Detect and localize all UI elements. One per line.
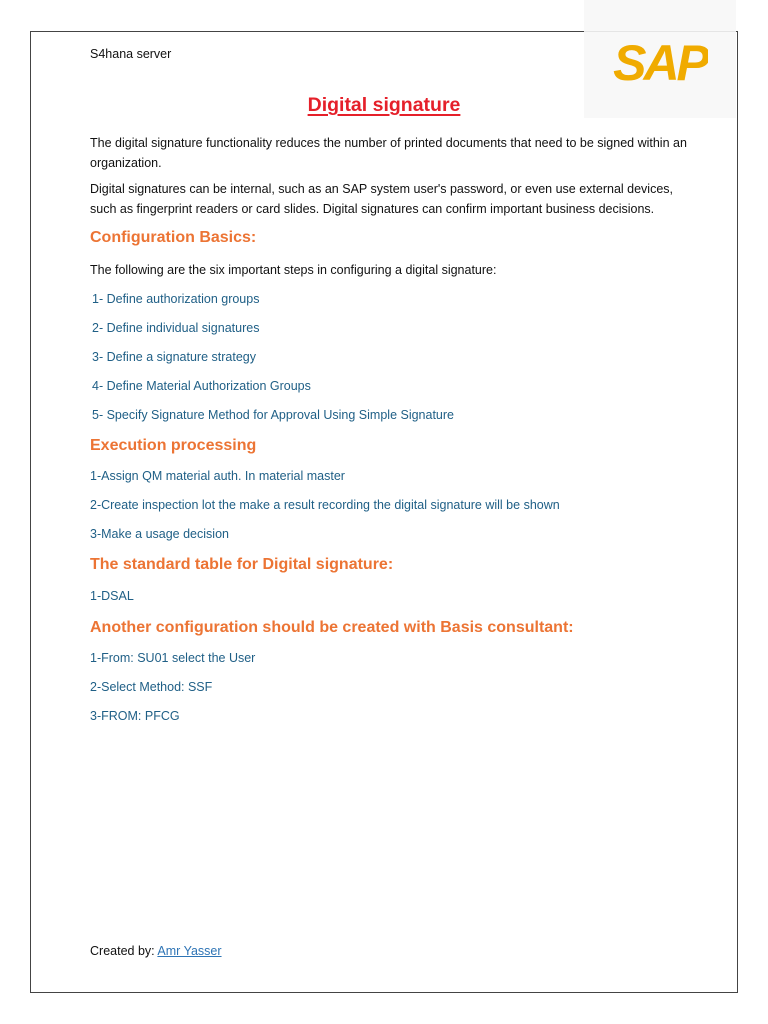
basis-config-item: 3-FROM: PFCG bbox=[90, 708, 180, 723]
config-step: 5- Specify Signature Method for Approval Using Simple Signature bbox=[92, 407, 454, 422]
config-step: 4- Define Material Authorization Groups bbox=[92, 378, 311, 393]
standard-table-item: 1-DSAL bbox=[90, 588, 134, 603]
config-step: 3- Define a signature strategy bbox=[92, 349, 256, 364]
footer bbox=[90, 944, 222, 958]
author-link[interactable]: Amr Yasser bbox=[157, 944, 222, 958]
intro-paragraph-2: Digital signatures can be internal, such as an SAP system user's password, or even use external devices, such as fingerprint readers or card slides. Digital signatures can confirm important business decisions. bbox=[90, 182, 674, 216]
sap-logo bbox=[612, 36, 708, 86]
page-title bbox=[0, 94, 768, 117]
execution-step: 3-Make a usage decision bbox=[90, 526, 229, 541]
execution-step: 1-Assign QM material auth. In material master bbox=[90, 468, 345, 483]
configuration-basics-lead: The following are the six important steps in configuring a digital signature: bbox=[90, 263, 497, 277]
basis-config-item: 1-From: SU01 select the User bbox=[90, 650, 256, 665]
sap-logo-text: SAP bbox=[613, 36, 707, 86]
basis-config-heading: Another configuration should be created with Basis consultant: bbox=[90, 618, 574, 636]
config-step: 2- Define individual signatures bbox=[92, 320, 260, 335]
execution-step: 2-Create inspection lot the make a result recording the digital signature will be shown bbox=[90, 497, 560, 512]
basis-config-item: 2-Select Method: SSF bbox=[90, 679, 213, 694]
page-title-text: Digital signature bbox=[307, 94, 461, 116]
document-body bbox=[90, 134, 690, 724]
footer-label: Created by: bbox=[90, 944, 158, 958]
standard-table-heading: The standard table for Digital signature: bbox=[90, 555, 394, 573]
config-step: 1- Define authorization groups bbox=[92, 291, 260, 306]
execution-processing-heading: Execution processing bbox=[90, 436, 257, 454]
intro-paragraph-1: The digital signature functionality reduces the number of printed documents that need to be signed within an organization. bbox=[90, 136, 687, 170]
server-label: S4hana server bbox=[90, 47, 172, 61]
configuration-basics-heading: Configuration Basics: bbox=[90, 229, 257, 246]
